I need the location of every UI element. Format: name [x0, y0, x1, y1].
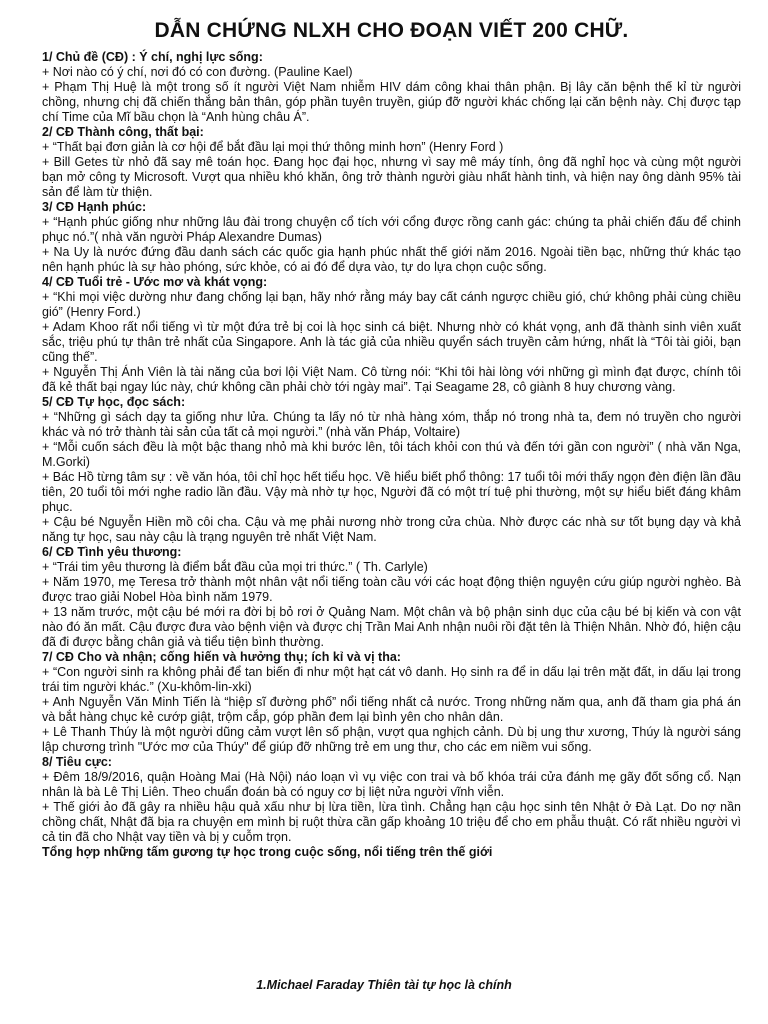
- section-paragraph: + Nơi nào có ý chí, nơi đó có con đường. (Pauline Kael): [42, 65, 353, 79]
- section-paragraph: + Đêm 18/9/2016, quận Hoàng Mai (Hà Nội) náo loạn vì vụ việc con trai và bố khóa trái cửa đánh mẹ gãy đốt sống cổ. Nạn nhân là bà Lê Thị Liên. Theo chuẩn đoán bà có nguy cơ bị liệt nửa người vĩnh viễn.: [42, 770, 741, 799]
- section-heading: 2/ CĐ Thành công, thất bại:: [42, 125, 204, 139]
- section-paragraph: + 13 năm trước, một cậu bé mới ra đời bị bỏ rơi ở Quảng Nam. Một chân và bộ phận sinh dục của cậu bé bị kiến và con vật nào đó ăn mất. Cậu được đưa vào bệnh viện và được chị Trần Mai Anh nhận nuôi rồi đặt tên là Thiện Nhân. Nhờ đó, hiện cậu đã đi được bằng chân giả và tiểu tiện bình thường.: [42, 605, 741, 649]
- section: [42, 545, 741, 650]
- page-title: DẪN CHỨNG NLXH CHO ĐOẠN VIẾT 200 CHỮ.: [154, 19, 629, 42]
- section-paragraph: + Bill Getes từ nhỏ đã say mê toán học. Đang học đại học, nhưng vì say mê máy tính, ông đã nghỉ học và cùng một người bạn mở công ty Microsoft. Vượt qua nhiều khó khăn, ông trở thành người giàu nhất hành tinh, và hiện nay ông dành 95% tài sản để làm từ thiện.: [42, 155, 741, 199]
- document-page: [42, 18, 741, 860]
- section: [42, 50, 741, 125]
- section: [42, 125, 741, 200]
- footer-heading: 1.Michael Faraday Thiên tài tự học là chính: [256, 978, 512, 992]
- section-paragraph: + Adam Khoo rất nổi tiếng vì từ một đứa trẻ bị coi là học sinh cá biệt. Nhưng nhờ có khát vọng, anh đã thành sinh viên xuất sắc, triệu phú tự thân trẻ nhất của Singapore. Anh là tác giả của nhiều quyển sách truyền cảm hứng, nhất là “Tôi tài giỏi, bạn cũng thế”.: [42, 320, 741, 364]
- section-paragraph: + “Những gì sách dạy ta giống như lửa. Chúng ta lấy nó từ nhà hàng xóm, thắp nó trong nhà ta, đem nó truyền cho người khác và nó trở thành tài sản của tất cả mọi người.” (nhà văn Pháp, Voltaire): [42, 410, 741, 439]
- section-paragraph: + Phạm Thị Huệ là một trong số ít người Việt Nam nhiễm HIV dám công khai thân phận. Bị lây căn bệnh thế kỉ từ người chồng, nhưng chị đã chiến thắng bản thân, góp phần tuyên truyền, giúp đỡ người khác chống lại căn bệnh này. Chị được tạp chí Time của Mĩ bầu chọn là “Anh hùng châu Á”.: [42, 80, 741, 124]
- section-heading: 7/ CĐ Cho và nhận; cống hiến và hưởng thụ; ích kỉ và vị tha:: [42, 650, 401, 664]
- section: [42, 200, 741, 275]
- section-heading: 5/ CĐ Tự học, đọc sách:: [42, 395, 186, 409]
- section-paragraph: + Cậu bé Nguyễn Hiền mồ côi cha. Cậu và mẹ phải nương nhờ trong cửa chùa. Nhờ được các nhà sư tốt bụng dạy và khả năng tự học, sau này cậu là trạng nguyên trẻ nhất Việt Nam.: [42, 515, 741, 544]
- section: [42, 755, 741, 845]
- section-paragraph: + Nguyễn Thị Ánh Viên là tài năng của bơi lội Việt Nam. Cô từng nói: “Khi tôi hài lòng với những gì mình đạt được, chính tôi đã kẻ thất bại ngay lúc này, chứ không cần phải chờ tới ngày mai”. Tại Seagame 28, cô giành 8 huy chương vàng.: [42, 365, 741, 394]
- section-heading: 6/ CĐ Tình yêu thương:: [42, 545, 182, 559]
- closing-line: Tổng hợp những tấm gương tự học trong cuộc sống, nổi tiếng trên thế giới: [42, 845, 493, 859]
- section-heading: 1/ Chủ đề (CĐ) : Ý chí, nghị lực sống:: [42, 50, 263, 64]
- section-paragraph: + Lê Thanh Thúy là một người dũng cảm vượt lên số phận, vượt qua nghịch cảnh. Dù bị ung thư xương, Thúy là người sáng lập chương trình "Ước mơ của Thúy" để giúp đỡ những trẻ em ung thư, cho các em niềm vui sống.: [42, 725, 741, 754]
- section-heading: 8/ Tiêu cực:: [42, 755, 112, 769]
- section-paragraph: + Anh Nguyễn Văn Minh Tiến là “hiệp sĩ đường phố” nổi tiếng nhất cả nước. Trong những năm qua, anh đã tham gia phá án và bắt hàng chục kẻ cướp giật, trộm cắp, góp phần đem lại bình yên cho nhân dân.: [42, 695, 741, 724]
- section-paragraph: + “Mỗi cuốn sách đều là một bậc thang nhỏ mà khi bước lên, tôi tách khỏi con thú và đến tới gần con người” ( nhà văn Nga, M.Gorki): [42, 440, 741, 469]
- section-heading: 4/ CĐ Tuổi trẻ - Ước mơ và khát vọng:: [42, 275, 268, 289]
- section-paragraph: + “Hạnh phúc giống như những lâu đài trong chuyện cổ tích với cổng được rồng canh gác: chúng ta phải chiến đấu để chinh phục nó.”( nhà văn người Pháp Alexandre Dumas): [42, 215, 741, 244]
- section-paragraph: + Thế giới ảo đã gây ra nhiều hậu quả xấu như bị lừa tiền, lừa tình. Chẳng hạn cậu học sinh tên Nhật ở Đà Lạt. Do nợ nần chồng chất, Nhật đã bịa ra chuyện em mình bị ruột thừa cần gấp khoảng 10 triệu để cho em phẫu thuật. Có rất nhiều người vì cả tin đã cho Nhật vay tiền và bị y cuỗm trọn.: [42, 800, 741, 844]
- section-paragraph: + “Khi mọi việc dường như đang chống lại bạn, hãy nhớ rằng máy bay cất cánh ngược chiều gió, chứ không phải cùng chiều gió” (Henry Ford.): [42, 290, 741, 319]
- section-heading: 3/ CĐ Hạnh phúc:: [42, 200, 147, 214]
- sections-container: [42, 50, 741, 845]
- section-paragraph: + “Con người sinh ra không phải để tan biến đi như một hạt cát vô danh. Họ sinh ra để in dấu lại trên mặt đất, in dấu lại trong trái tim người khác.” (Xu-khôm-lin-xki): [42, 665, 741, 694]
- section-paragraph: + Bác Hồ từng tâm sự : về văn hóa, tôi chỉ học hết tiểu học. Về hiểu biết phổ thông: 17 tuổi tôi mới thấy ngọn đèn điện lần đầu tiên, 20 tuổi tôi mới nghe radio lần đầu. Vậy mà nhờ tự học, Người đã có một trí tuệ phi thường, một sự hiểu biết đáng khâm phục.: [42, 470, 741, 514]
- section-paragraph: + Na Uy là nước đứng đầu danh sách các quốc gia hạnh phúc nhất thế giới năm 2016. Ngoài tiền bạc, những thứ khác tạo nên hạnh phúc là sự hào phóng, sức khỏe, có ai đó để dựa vào, tự do lựa chọn cuộc sống.: [42, 245, 741, 274]
- section: [42, 395, 741, 545]
- section-paragraph: + “Trái tim yêu thương là điểm bắt đầu của mọi tri thức.” ( Th. Carlyle): [42, 560, 428, 574]
- section-paragraph: + “Thất bại đơn giản là cơ hội để bắt đầu lại mọi thứ thông minh hơn” (Henry Ford ): [42, 140, 504, 154]
- section-paragraph: + Năm 1970, mẹ Teresa trở thành một nhân vật nổi tiếng toàn cầu với các hoạt động thiện nguyện cứu giúp người nghèo. Bà được trao giải Nobel Hòa bình năm 1979.: [42, 575, 741, 604]
- section: [42, 650, 741, 755]
- section: [42, 275, 741, 395]
